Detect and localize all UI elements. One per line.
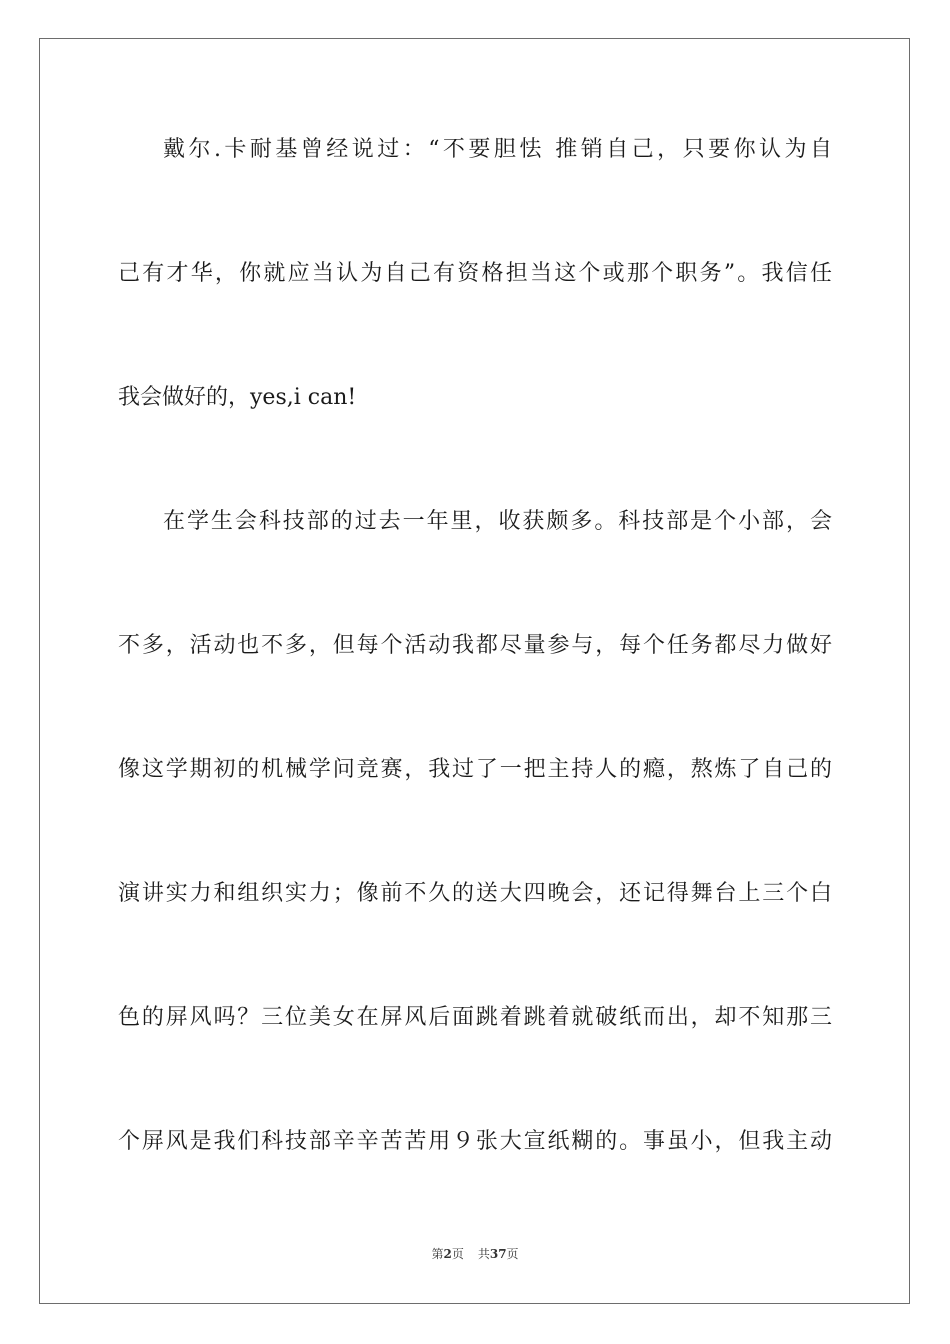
page-suffix: 页 <box>451 1247 464 1261</box>
page-border <box>39 38 910 1304</box>
page-footer <box>0 1244 950 1264</box>
text-line-7: 演讲实力和组织实力；像前不久的送大四晚会，还记得舞台上三个白 <box>118 881 832 906</box>
page-prefix: 第 <box>431 1247 444 1261</box>
text-line-4: 在学生会科技部的过去一年里，收获颇多。科技部是个小部，会 <box>163 509 832 534</box>
total-prefix: 共 <box>477 1247 490 1261</box>
text-line-8: 色的屏风吗？三位美女在屏风后面跳着跳着就破纸而出，却不知那三 <box>118 1005 832 1030</box>
text-line-2: 己有才华，你就应当认为自己有资格担当这个或那个职务”。我信任 <box>118 261 832 286</box>
text-line-9: 个屏风是我们科技部辛辛苦苦用９张大宣纸糊的。事虽小，但我主动 <box>118 1129 832 1154</box>
page-total: 37 <box>489 1247 507 1261</box>
text-line-3: 我会做好的，yes,i can! <box>118 385 357 410</box>
text-line-1: 戴尔.卡耐基曾经说过：“不要胆怯 推销自己，只要你认为自 <box>163 137 832 162</box>
text-line-5: 不多，活动也不多，但每个活动我都尽量参与，每个任务都尽力做好 <box>118 633 832 658</box>
text-line-6: 像这学期初的机械学问竞赛，我过了一把主持人的瘾，熬炼了自己的 <box>118 757 832 782</box>
total-suffix: 页 <box>506 1247 519 1261</box>
page-current: 2 <box>443 1247 452 1261</box>
